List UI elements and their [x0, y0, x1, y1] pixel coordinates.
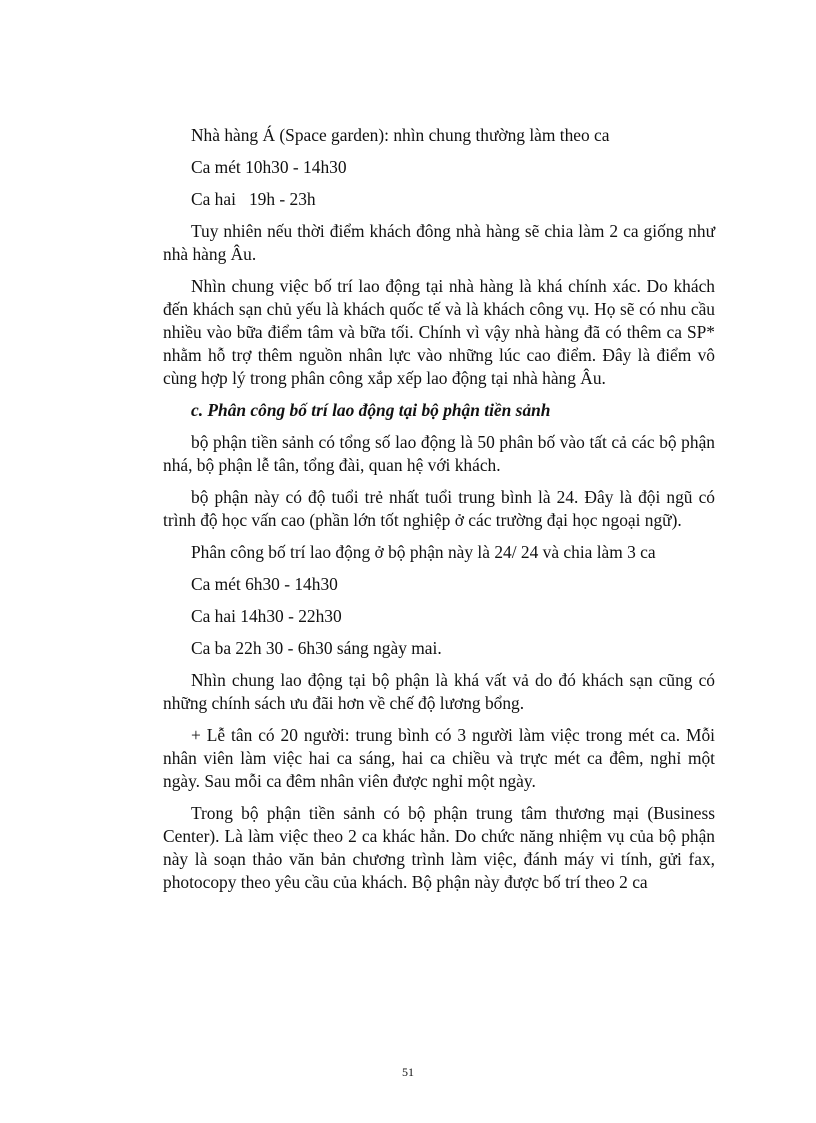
paragraph-reception-staff: + Lễ tân có 20 người: trung bình có 3 người làm việc trong mét ca. Mỗi nhân viên làm việc hai ca sáng, hai ca chiều và trực mét ca đêm, nghỉ một ngày. Sau mỗi ca đêm nhân viên được nghỉ một ngày.: [163, 725, 715, 791]
front-shift-one-line: Ca mét 6h30 - 14h30: [191, 574, 338, 594]
paragraph-front-office-total: bộ phận tiền sảnh có tổng số lao động là 50 phân bố vào tất cả các bộ phận nhá, bộ phận lễ tân, tổng đài, quan hệ với khách.: [163, 432, 715, 475]
paragraph-staffing-analysis: Nhìn chung việc bố trí lao động tại nhà hàng là khá chính xác. Do khách đến khách sạn chủ yếu là khách quốc tế và là khách công vụ. Họ sẽ có nhu cầu nhiều vào bữa điểm tâm và bữa tối. Chính vì vậy nhà hàng đã có thêm ca SP* nhằm hỗ trợ thêm nguồn nhân lực vào những lúc cao điểm. Đây là điểm vô cùng hợp lý trong phân công xắp xếp lao động tại nhà hàng Âu.: [163, 276, 715, 388]
paragraph-busy-time: Tuy nhiên nếu thời điểm khách đông nhà hàng sẽ chia làm 2 ca giống như nhà hàng Âu.: [163, 221, 715, 264]
paragraph-business-center: Trong bộ phận tiền sảnh có bộ phận trung tâm thương mại (Business Center). Là làm việc theo 2 ca khác hẳn. Do chức năng nhiệm vụ của bộ phận này là soạn thảo văn bản chương trình làm việc, đánh máy vi tính, gửi fax, photocopy theo yêu cầu của khách. Bộ phận này được bố trí theo 2 ca: [163, 803, 715, 892]
front-shift-three-line: Ca ba 22h 30 - 6h30 sáng ngày mai.: [191, 638, 442, 658]
paragraph-front-office-conditions: Nhìn chung lao động tại bộ phận là khá vất vả do đó khách sạn cũng có những chính sách ưu đãi hơn về chế độ lương bổng.: [163, 670, 715, 713]
section-heading: c. Phân công bố trí lao động tại bộ phận tiền sảnh: [191, 400, 551, 420]
shift-two-line: Ca hai 19h - 23h: [191, 189, 316, 209]
paragraph-restaurant-a-intro: Nhà hàng Á (Space garden): nhìn chung thường làm theo ca: [191, 125, 610, 145]
front-shift-two-line: Ca hai 14h30 - 22h30: [191, 606, 342, 626]
page-number: 51: [402, 1065, 414, 1079]
paragraph-front-office-shifts: Phân công bố trí lao động ở bộ phận này là 24/ 24 và chia làm 3 ca: [191, 542, 656, 562]
page-body: [163, 124, 715, 903]
paragraph-front-office-age: bộ phận này có độ tuổi trẻ nhất tuổi trung bình là 24. Đây là đội ngũ có trình độ học vấn cao (phần lớn tốt nghiệp ở các trường đại học ngoại ngữ).: [163, 487, 715, 530]
shift-one-line: Ca mét 10h30 - 14h30: [191, 157, 347, 177]
